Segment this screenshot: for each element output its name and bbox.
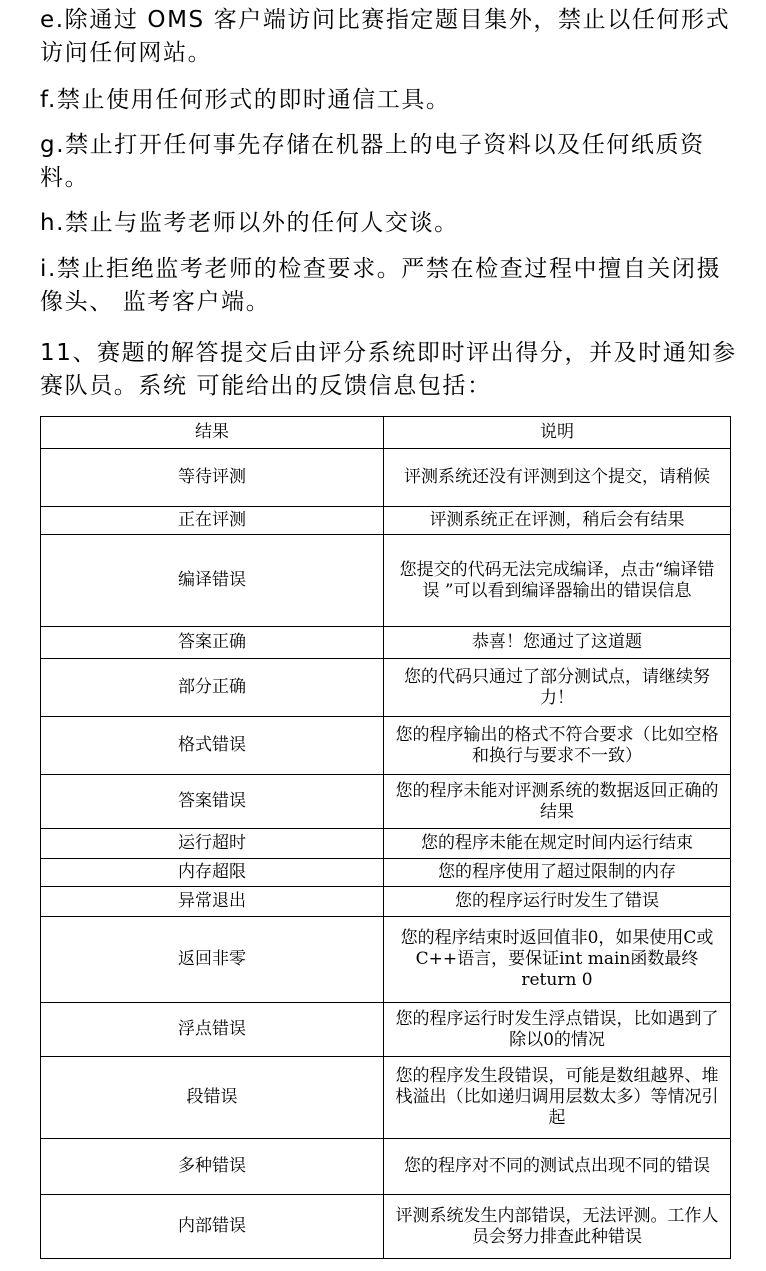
table-row — [41, 1057, 731, 1139]
description-cell: 您的程序运行时发生浮点错误，比如遇到了除以0的情况 — [384, 1003, 731, 1057]
table-row — [41, 717, 731, 775]
table-row — [41, 859, 731, 887]
feedback-table — [40, 416, 731, 1259]
result-cell: 运行超时 — [41, 829, 384, 859]
result-cell: 答案正确 — [41, 627, 384, 659]
result-cell: 多种错误 — [41, 1139, 384, 1195]
table-row — [41, 507, 731, 535]
description-cell: 您的程序运行时发生了错误 — [384, 887, 731, 917]
rule-g-paragraph: g.禁止打开任何事先存储在机器上的电子资料以及任何纸质资料。 — [40, 132, 705, 191]
description-cell: 评测系统正在评测，稍后会有结果 — [384, 507, 731, 535]
result-cell: 浮点错误 — [41, 1003, 384, 1057]
description-cell: 您的程序未能对评测系统的数据返回正确的结果 — [384, 775, 731, 829]
table-header-row — [41, 417, 731, 449]
result-cell: 等待评测 — [41, 449, 384, 507]
description-cell: 您的代码只通过了部分测试点，请继续努力！ — [384, 659, 731, 717]
result-cell: 答案错误 — [41, 775, 384, 829]
description-cell: 您提交的代码无法完成编译，点击“编译错误 ”可以看到编译器输出的错误信息 — [384, 535, 731, 627]
table-row — [41, 1139, 731, 1195]
result-cell: 内部错误 — [41, 1195, 384, 1259]
table-row — [41, 535, 731, 627]
rule-11-paragraph: 11、赛题的解答提交后由评分系统即时评出得分，并及时通知参赛队员。系统 可能给出的反馈信息包括： — [40, 340, 737, 399]
table-row — [41, 659, 731, 717]
table-row — [41, 1195, 731, 1259]
result-cell: 内存超限 — [41, 859, 384, 887]
table-row — [41, 627, 731, 659]
description-cell: 您的程序结束时返回值非0，如果使用C或 C++语言，要保证int main函数最终 return 0 — [384, 917, 731, 1003]
result-cell: 异常退出 — [41, 887, 384, 917]
table-row — [41, 829, 731, 859]
description-cell: 评测系统还没有评测到这个提交，请稍候 — [384, 449, 731, 507]
rule-e-paragraph: e.除通过 OMS 客户端访问比赛指定题目集外，禁止以任何形式访问任何网站。 — [40, 7, 731, 66]
rule-i-paragraph: i.禁止拒绝监考老师的检查要求。严禁在检查过程中擅自关闭摄像头、 监考客户端。 — [40, 256, 722, 315]
table-row — [41, 775, 731, 829]
description-cell: 恭喜！您通过了这道题 — [384, 627, 731, 659]
result-cell: 正在评测 — [41, 507, 384, 535]
description-cell: 您的程序未能在规定时间内运行结束 — [384, 829, 731, 859]
description-cell: 您的程序对不同的测试点出现不同的错误 — [384, 1139, 731, 1195]
result-cell: 返回非零 — [41, 917, 384, 1003]
description-cell: 您的程序发生段错误，可能是数组越界、堆栈溢出（比如递归调用层数太多）等情况引起 — [384, 1057, 731, 1139]
result-cell: 编译错误 — [41, 535, 384, 627]
description-cell: 评测系统发生内部错误，无法评测。工作人员会努力排查此种错误 — [384, 1195, 731, 1259]
header-result: 结果 — [41, 417, 384, 449]
table-row — [41, 449, 731, 507]
table-row — [41, 1003, 731, 1057]
table-row — [41, 887, 731, 917]
description-cell: 您的程序使用了超过限制的内存 — [384, 859, 731, 887]
rule-h-paragraph: h.禁止与监考老师以外的任何人交谈。 — [40, 210, 459, 236]
result-cell: 段错误 — [41, 1057, 384, 1139]
description-cell: 您的程序输出的格式不符合要求（比如空格和换行与要求不一致） — [384, 717, 731, 775]
table-row — [41, 917, 731, 1003]
header-description: 说明 — [384, 417, 731, 449]
result-cell: 部分正确 — [41, 659, 384, 717]
result-cell: 格式错误 — [41, 717, 384, 775]
rule-f-paragraph: f.禁止使用任何形式的即时通信工具。 — [40, 87, 451, 113]
